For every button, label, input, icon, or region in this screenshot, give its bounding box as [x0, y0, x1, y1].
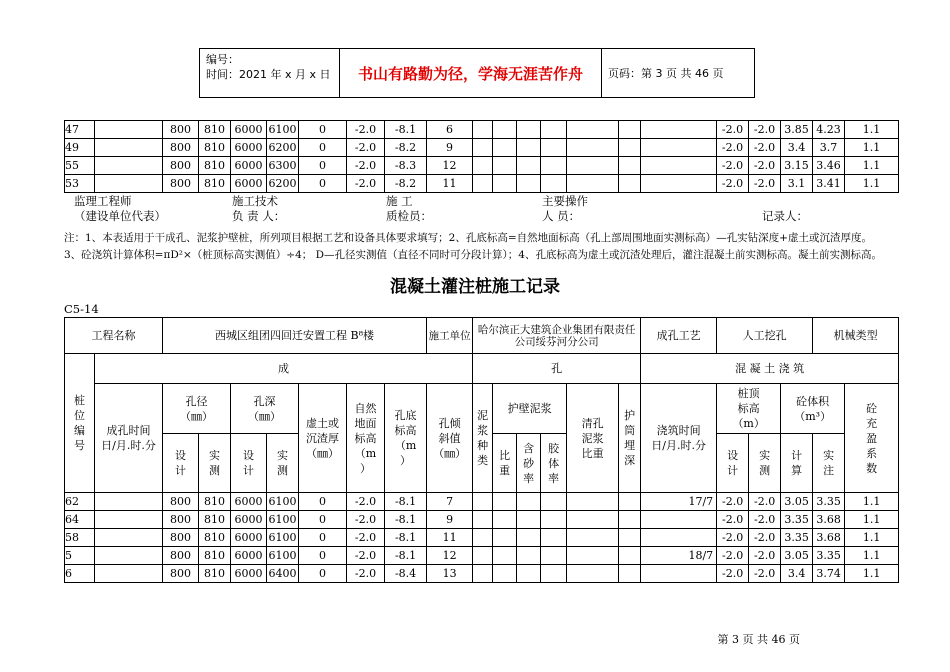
table-cell: 3.68 — [813, 529, 845, 547]
table-cell: 58 — [65, 529, 95, 547]
table-cell — [473, 511, 493, 529]
table-cell — [641, 529, 717, 547]
table-cell: -2.0 — [749, 565, 781, 583]
slurry-type-header: 泥 浆 种 类 — [473, 384, 493, 493]
table-cell — [473, 529, 493, 547]
table-cell — [517, 565, 541, 583]
wall-slurry-header: 护壁泥浆 — [493, 384, 567, 434]
table-cell: -2.0 — [717, 493, 749, 511]
table-cell: 6100 — [267, 547, 299, 565]
supervisor-line1: 监理工程师 — [74, 194, 132, 208]
table-cell — [567, 175, 619, 193]
table-cell: 800 — [163, 157, 199, 175]
table-cell — [641, 121, 717, 139]
note-line1: 注：1、本表适用于干成孔、泥浆护壁桩，所列项目根据工艺和设备具体要求填写；2、孔底标高=自然地面标高（孔上部周围地面实测标高）—孔实钻深度+虚土或沉渣厚度。 — [64, 232, 872, 244]
table-cell — [619, 175, 641, 193]
table-cell: 53 — [65, 175, 95, 193]
table-cell — [541, 511, 567, 529]
depth-header: 孔深 （㎜） — [231, 384, 299, 434]
table-cell: 6200 — [267, 175, 299, 193]
table-cell: 6100 — [267, 511, 299, 529]
table-cell — [493, 121, 517, 139]
table-cell: 0 — [299, 157, 347, 175]
pour-header: 混 凝 土 浇 筑 — [641, 354, 899, 384]
table-cell: -2.0 — [347, 139, 385, 157]
table-cell: 0 — [299, 547, 347, 565]
continuation-table — [64, 120, 899, 193]
table-cell: -2.0 — [347, 511, 385, 529]
table-cell: 47 — [65, 121, 95, 139]
supervisor-label — [64, 194, 224, 224]
time-label: 时间：2021 年 x 月 x 日 — [206, 68, 331, 81]
table-cell — [567, 157, 619, 175]
table-cell: -2.0 — [749, 139, 781, 157]
table-cell: 62 — [65, 493, 95, 511]
note-line2: 3、砼浇筑计算体积=πD²×（桩顶标高实测值）÷4； D—孔径实测值（直径不同时可分段计算）；4、孔底标高为虚土或沉渣处理后，灌注混凝土前实测标高。凝土前实测标高。 — [64, 249, 882, 261]
table-cell — [541, 157, 567, 175]
table-cell — [493, 157, 517, 175]
table-cell: -2.0 — [717, 157, 749, 175]
table-cell: -2.0 — [749, 157, 781, 175]
table-cell: 12 — [427, 547, 473, 565]
table-row — [65, 121, 899, 139]
table-cell: 6000 — [231, 157, 267, 175]
table-cell — [517, 529, 541, 547]
table-cell: 800 — [163, 121, 199, 139]
tech-label — [224, 194, 372, 224]
table-cell — [641, 157, 717, 175]
table-cell — [619, 139, 641, 157]
process-value: 人工挖孔 — [717, 318, 813, 354]
depth-measured: 实 测 — [267, 434, 299, 493]
process-label: 成孔工艺 — [641, 318, 717, 354]
table-cell: -2.0 — [347, 565, 385, 583]
table-cell: 810 — [199, 565, 231, 583]
concrete-volume-header: 砼体积 （m³） — [781, 384, 845, 434]
table-cell: 6100 — [267, 493, 299, 511]
table-cell: 3.74 — [813, 565, 845, 583]
operator-line2: 人 员： — [542, 209, 581, 223]
table-cell — [95, 511, 163, 529]
table-cell — [541, 547, 567, 565]
table-cell: 6100 — [267, 529, 299, 547]
table-row — [65, 547, 899, 565]
project-value: 西城区组团四回迁安置工程 B⁸楼 — [163, 318, 427, 354]
table-cell: 11 — [427, 175, 473, 193]
table-cell: 3.68 — [813, 511, 845, 529]
form-code: C5-14 — [64, 302, 99, 316]
table-cell: -2.0 — [717, 139, 749, 157]
table-row — [65, 565, 899, 583]
table-cell — [567, 547, 619, 565]
project-label: 工程名称 — [65, 318, 163, 354]
inspector-label — [372, 194, 536, 224]
table-cell: 6000 — [231, 175, 267, 193]
table-cell: -2.0 — [347, 529, 385, 547]
motto: 书山有路勤为径，学海无涯苦作舟 — [340, 49, 602, 97]
table-cell: 4.23 — [813, 121, 845, 139]
signature-block — [64, 194, 898, 224]
table-cell: 6000 — [231, 547, 267, 565]
table-cell: 6000 — [231, 139, 267, 157]
table-cell: 3.35 — [813, 547, 845, 565]
depth-design: 设 计 — [231, 434, 267, 493]
table-cell: 6000 — [231, 493, 267, 511]
table-cell — [95, 493, 163, 511]
table-cell: -8.3 — [385, 157, 427, 175]
table-cell: -2.0 — [749, 547, 781, 565]
table-cell — [95, 157, 163, 175]
table-cell: 3.35 — [781, 511, 813, 529]
table-cell: 6000 — [231, 511, 267, 529]
table-cell: 49 — [65, 139, 95, 157]
table-cell — [95, 175, 163, 193]
table-cell — [493, 139, 517, 157]
table-cell — [95, 547, 163, 565]
table-cell: 1.1 — [845, 157, 899, 175]
table-row — [65, 139, 899, 157]
pile-no-header: 桩 位 编 号 — [65, 354, 95, 493]
table-cell — [517, 493, 541, 511]
table-cell: -8.1 — [385, 529, 427, 547]
table-cell: 3.35 — [813, 493, 845, 511]
table-cell — [517, 175, 541, 193]
pile-top-design: 设 计 — [717, 434, 749, 493]
table-cell: 0 — [299, 511, 347, 529]
table-cell: 6100 — [267, 121, 299, 139]
table-row — [65, 157, 899, 175]
table-cell: 810 — [199, 493, 231, 511]
page-footer: 第 3 页 共 46 页 — [717, 633, 800, 646]
table-cell: 3.05 — [781, 547, 813, 565]
table-cell: 64 — [65, 511, 95, 529]
table-cell — [619, 529, 641, 547]
table-cell — [493, 493, 517, 511]
table-cell — [95, 565, 163, 583]
table-cell — [541, 121, 567, 139]
table-cell — [567, 529, 619, 547]
table-cell — [493, 547, 517, 565]
table-cell: -8.2 — [385, 139, 427, 157]
table-cell: -2.0 — [347, 121, 385, 139]
table-cell: 810 — [199, 121, 231, 139]
table-cell — [641, 175, 717, 193]
time-header: 成孔时间 日/月.时.分 — [95, 384, 163, 493]
machine-label: 机械类型 — [813, 318, 899, 354]
table-cell: -2.0 — [717, 547, 749, 565]
table-cell — [567, 121, 619, 139]
table-cell: 0 — [299, 493, 347, 511]
table-cell: 800 — [163, 493, 199, 511]
table-cell: 11 — [427, 529, 473, 547]
table-cell: 800 — [163, 139, 199, 157]
table-cell — [619, 511, 641, 529]
table-cell — [493, 529, 517, 547]
volume-actual: 实 注 — [813, 434, 845, 493]
table-cell: -2.0 — [717, 529, 749, 547]
table-cell — [619, 493, 641, 511]
table-cell — [567, 565, 619, 583]
table-cell: 1.1 — [845, 529, 899, 547]
tech-line2: 负 责 人： — [232, 209, 286, 223]
table-cell — [493, 511, 517, 529]
table-cell — [493, 175, 517, 193]
table-cell — [473, 139, 493, 157]
table-cell — [619, 121, 641, 139]
table-cell: 810 — [199, 139, 231, 157]
table-cell — [541, 493, 567, 511]
table-cell: -2.0 — [749, 175, 781, 193]
specific-gravity-header: 比 重 — [493, 434, 517, 493]
table-cell: 6400 — [267, 565, 299, 583]
table-cell: 3.85 — [781, 121, 813, 139]
table-cell — [473, 175, 493, 193]
table-cell: -8.1 — [385, 493, 427, 511]
table-cell: 18/7 — [641, 547, 717, 565]
bottom-header: 孔底 标高 （m ） — [385, 384, 427, 493]
page-header — [199, 48, 755, 98]
table-cell: 6 — [427, 121, 473, 139]
table-cell: -2.0 — [347, 493, 385, 511]
table-cell — [473, 493, 493, 511]
diameter-design: 设 计 — [163, 434, 199, 493]
unit-value: 哈尔滨正大建筑企业集团有限责任公司绥芬河分公司 — [473, 318, 641, 354]
page-label: 页码：第 3 页 共 46 页 — [608, 67, 724, 80]
table-cell: -2.0 — [347, 157, 385, 175]
table-cell: 800 — [163, 565, 199, 583]
table-cell: 800 — [163, 511, 199, 529]
table-cell: 9 — [427, 139, 473, 157]
table-cell: 0 — [299, 565, 347, 583]
table-cell: -2.0 — [347, 547, 385, 565]
table-row — [65, 511, 899, 529]
table-cell: 17/7 — [641, 493, 717, 511]
table-cell — [567, 139, 619, 157]
table-cell: 800 — [163, 529, 199, 547]
cheng-header: 成 — [95, 354, 473, 384]
colloid-header: 胶 体 率 — [541, 434, 567, 493]
sand-header: 含 砂 率 — [517, 434, 541, 493]
table-cell — [541, 529, 567, 547]
table-cell — [95, 139, 163, 157]
recorder-line: 记录人： — [762, 209, 808, 223]
tilt-header: 孔倾 斜值 （㎜） — [427, 384, 473, 493]
table-cell: 0 — [299, 121, 347, 139]
pile-top-measured: 实 测 — [749, 434, 781, 493]
table-cell — [641, 565, 717, 583]
pour-time-header: 浇筑时间 日/月.时.分 — [641, 384, 717, 493]
table-cell: 55 — [65, 157, 95, 175]
table-cell: 3.35 — [781, 529, 813, 547]
table-cell: -2.0 — [347, 175, 385, 193]
kong-header: 孔 — [473, 354, 641, 384]
header-meta — [200, 49, 340, 97]
table-cell — [473, 157, 493, 175]
table-cell — [517, 547, 541, 565]
table-cell: 810 — [199, 157, 231, 175]
table-cell: 810 — [199, 175, 231, 193]
number-label: 编号： — [206, 53, 239, 66]
tech-line1: 施工技术 — [232, 194, 278, 208]
table-cell: 13 — [427, 565, 473, 583]
pile-top-header: 桩顶 标高 （m） — [717, 384, 781, 434]
table-cell: 800 — [163, 175, 199, 193]
table-cell: 6000 — [231, 529, 267, 547]
table-cell — [541, 139, 567, 157]
table-cell — [473, 547, 493, 565]
table-cell — [641, 139, 717, 157]
table-cell — [619, 547, 641, 565]
table-cell: -2.0 — [717, 121, 749, 139]
table-cell: -8.2 — [385, 175, 427, 193]
table-cell — [567, 493, 619, 511]
table-cell: 3.46 — [813, 157, 845, 175]
clean-hole-header: 清孔 泥浆 比重 — [567, 384, 619, 493]
table-cell: 1.1 — [845, 493, 899, 511]
table-cell — [517, 139, 541, 157]
table-cell: 3.05 — [781, 493, 813, 511]
table-cell: 0 — [299, 139, 347, 157]
table-cell: 1.1 — [845, 121, 899, 139]
diameter-header: 孔径 （㎜） — [163, 384, 231, 434]
table-cell: -8.1 — [385, 121, 427, 139]
table-cell: -2.0 — [749, 121, 781, 139]
table-cell: 3.4 — [781, 139, 813, 157]
table-cell — [541, 175, 567, 193]
inspector-line2: 质检员： — [386, 209, 432, 223]
table-cell: -2.0 — [749, 529, 781, 547]
table-cell: 800 — [163, 547, 199, 565]
table-cell: -8.4 — [385, 565, 427, 583]
table-row — [65, 529, 899, 547]
fill-factor-header: 砼 充 盈 系 数 — [845, 384, 899, 493]
table-cell — [517, 121, 541, 139]
table-cell: 3.1 — [781, 175, 813, 193]
table-cell: 9 — [427, 511, 473, 529]
recorder-label — [692, 194, 898, 224]
table-cell: -2.0 — [717, 511, 749, 529]
table-cell: 3.7 — [813, 139, 845, 157]
table-cell — [541, 565, 567, 583]
table-cell: -2.0 — [749, 493, 781, 511]
table-cell: -2.0 — [749, 511, 781, 529]
table-cell — [473, 121, 493, 139]
table-cell: 1.1 — [845, 565, 899, 583]
table-cell: 3.41 — [813, 175, 845, 193]
table-cell — [619, 157, 641, 175]
table-cell — [517, 157, 541, 175]
table-cell — [473, 565, 493, 583]
table-cell: 6000 — [231, 565, 267, 583]
table-row — [65, 175, 899, 193]
table-cell: 0 — [299, 175, 347, 193]
table-cell: 5 — [65, 547, 95, 565]
table-cell — [493, 565, 517, 583]
table-cell: 1.1 — [845, 547, 899, 565]
table-cell: -2.0 — [717, 175, 749, 193]
table-cell: 7 — [427, 493, 473, 511]
table-cell — [95, 529, 163, 547]
table-cell: 6200 — [267, 139, 299, 157]
table-cell: -2.0 — [717, 565, 749, 583]
table-cell: 6300 — [267, 157, 299, 175]
unit-label: 施工单位 — [427, 318, 473, 354]
sediment-header: 虚土或 沉渣厚 （㎜） — [299, 384, 347, 493]
table-cell: 810 — [199, 511, 231, 529]
table-cell: 810 — [199, 529, 231, 547]
pile-record-table — [64, 317, 899, 583]
notes — [64, 230, 882, 264]
table-cell — [619, 565, 641, 583]
table-cell: 12 — [427, 157, 473, 175]
operator-label — [536, 194, 692, 224]
table-cell — [517, 511, 541, 529]
form-title: 混凝土灌注桩施工记录 — [390, 277, 560, 297]
table-cell: 1.1 — [845, 511, 899, 529]
table-cell — [641, 511, 717, 529]
diameter-measured: 实 测 — [199, 434, 231, 493]
table-cell: 1.1 — [845, 139, 899, 157]
volume-calc: 计 算 — [781, 434, 813, 493]
inspector-line1: 施 工 — [386, 194, 413, 208]
table-cell: 6000 — [231, 121, 267, 139]
table-cell: -8.1 — [385, 511, 427, 529]
table-cell: 3.15 — [781, 157, 813, 175]
table-cell — [567, 511, 619, 529]
supervisor-line2: （建设单位代表） — [74, 209, 166, 223]
ground-header: 自然 地面 标高 （m ） — [347, 384, 385, 493]
table-cell: 6 — [65, 565, 95, 583]
table-cell: 0 — [299, 529, 347, 547]
table-cell: 3.4 — [781, 565, 813, 583]
casing-header: 护 筒 埋 深 — [619, 384, 641, 493]
table-cell: -8.1 — [385, 547, 427, 565]
operator-line1: 主要操作 — [542, 194, 588, 208]
table-row — [65, 493, 899, 511]
table-cell: 810 — [199, 547, 231, 565]
table-cell: 1.1 — [845, 175, 899, 193]
table-cell — [95, 121, 163, 139]
